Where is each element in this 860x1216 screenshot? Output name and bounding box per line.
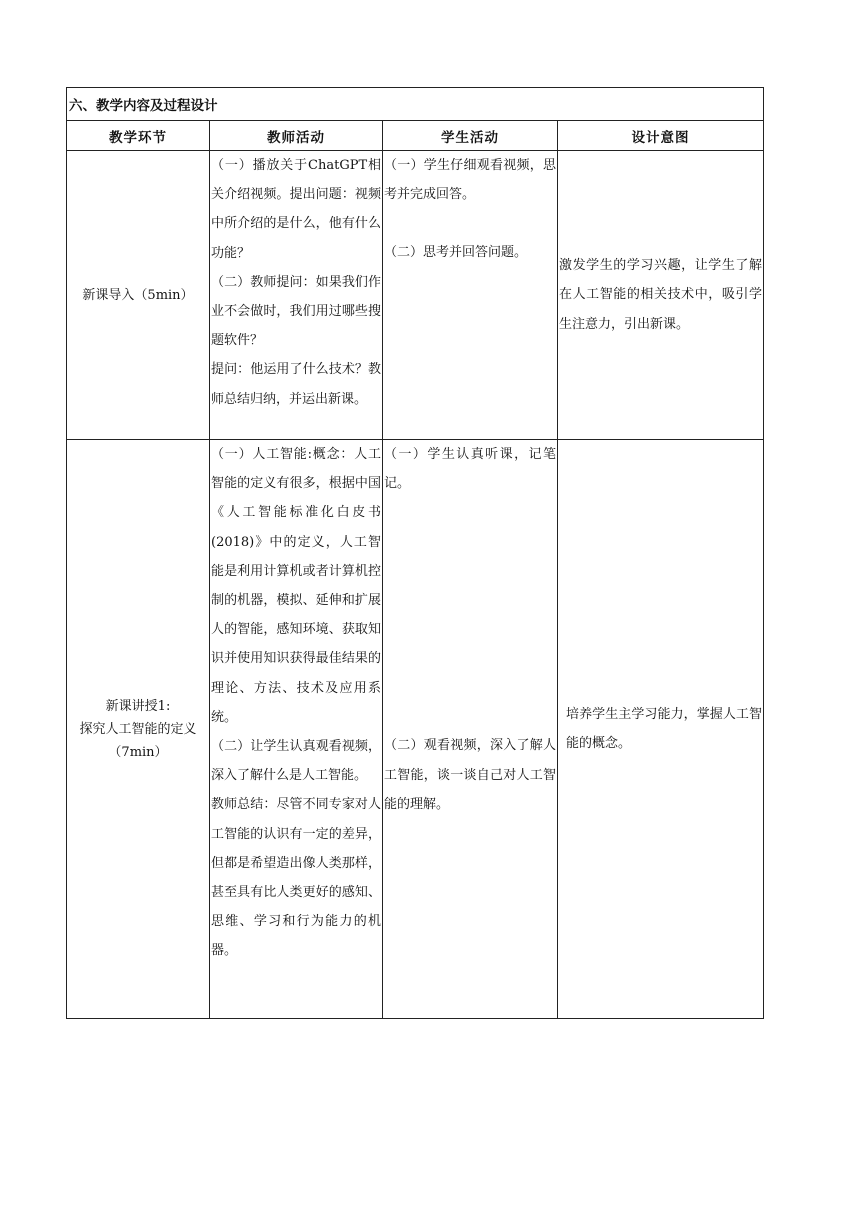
column-header-student: 学生活动: [383, 121, 558, 151]
stage-label: 探究人工智能的定义（7min）: [79, 721, 197, 760]
column-header-teacher: 教师活动: [210, 121, 383, 151]
column-header-stage: 教学环节: [67, 121, 210, 151]
student-activity-paragraph: （二）思考并回答问题。: [384, 245, 528, 261]
stage-label: 新课导入（5min）: [82, 287, 194, 303]
student-activity-paragraph: （一）学生仔细观看视频，思考并完成回答。: [384, 158, 556, 203]
table-row: [67, 151, 764, 440]
student-activity-cell: [383, 151, 558, 440]
teacher-activity-paragraph: 教师总结：尽管不同专家对人工智能的认识有一定的差异，但都是希望造出像人类那样，甚至具有比人类更好的感知、思维、学习和行为能力的机器。: [211, 797, 381, 959]
design-intent-text: 培养学生主学习能力，掌握人工智能的概念。: [566, 706, 762, 751]
teacher-activity-paragraph: （一）人工智能:概念：人工智能的定义有很多，根据中国《人工智能标准化白皮书(2018)》中的定义，人工智能是利用计算机或者计算机控制的机器，模拟、延伸和扩展人的智能，感知环境、获取知识并使用知识获得最佳结果的理论、方法、技术及应用系统。: [211, 447, 381, 725]
teacher-activity-cell: [210, 151, 383, 440]
student-activity-cell: [383, 440, 558, 1019]
stage-cell: [67, 151, 210, 440]
design-intent-cell: [558, 440, 764, 1019]
stage-cell: [67, 440, 210, 1019]
teacher-activity-paragraph: （一）播放关于ChatGPT相关介绍视频。提出问题：视频中所介绍的是什么，他有什么功能？: [211, 158, 381, 261]
table-row: [67, 440, 764, 1019]
stage-label: 新课讲授1:: [105, 698, 171, 714]
section-title: 六、教学内容及过程设计: [67, 88, 764, 121]
teacher-activity-paragraph: 提问：他运用了什么技术？教师总结归纳，并运出新课。: [211, 362, 381, 407]
design-intent-text: 激发学生的学习兴趣，让学生了解在人工智能的相关技术中，吸引学生注意力，引出新课。: [559, 258, 762, 332]
column-header-intent: 设计意图: [558, 121, 764, 151]
header-row: [67, 121, 764, 151]
teacher-activity-cell: [210, 440, 383, 1019]
student-activity-paragraph: （二）观看视频，深入了解人工智能，谈一谈自己对人工智能的理解。: [384, 738, 556, 812]
teacher-activity-paragraph: （二）让学生认真观看视频，深入了解什么是人工智能。: [211, 739, 381, 784]
teacher-activity-paragraph: （二）教师提问：如果我们作业不会做时，我们用过哪些搜题软件？: [211, 274, 381, 349]
design-intent-cell: [558, 151, 764, 440]
student-activity-paragraph: （一）学生认真听课，记笔记。: [384, 447, 556, 492]
lesson-plan-table: [66, 87, 764, 1019]
